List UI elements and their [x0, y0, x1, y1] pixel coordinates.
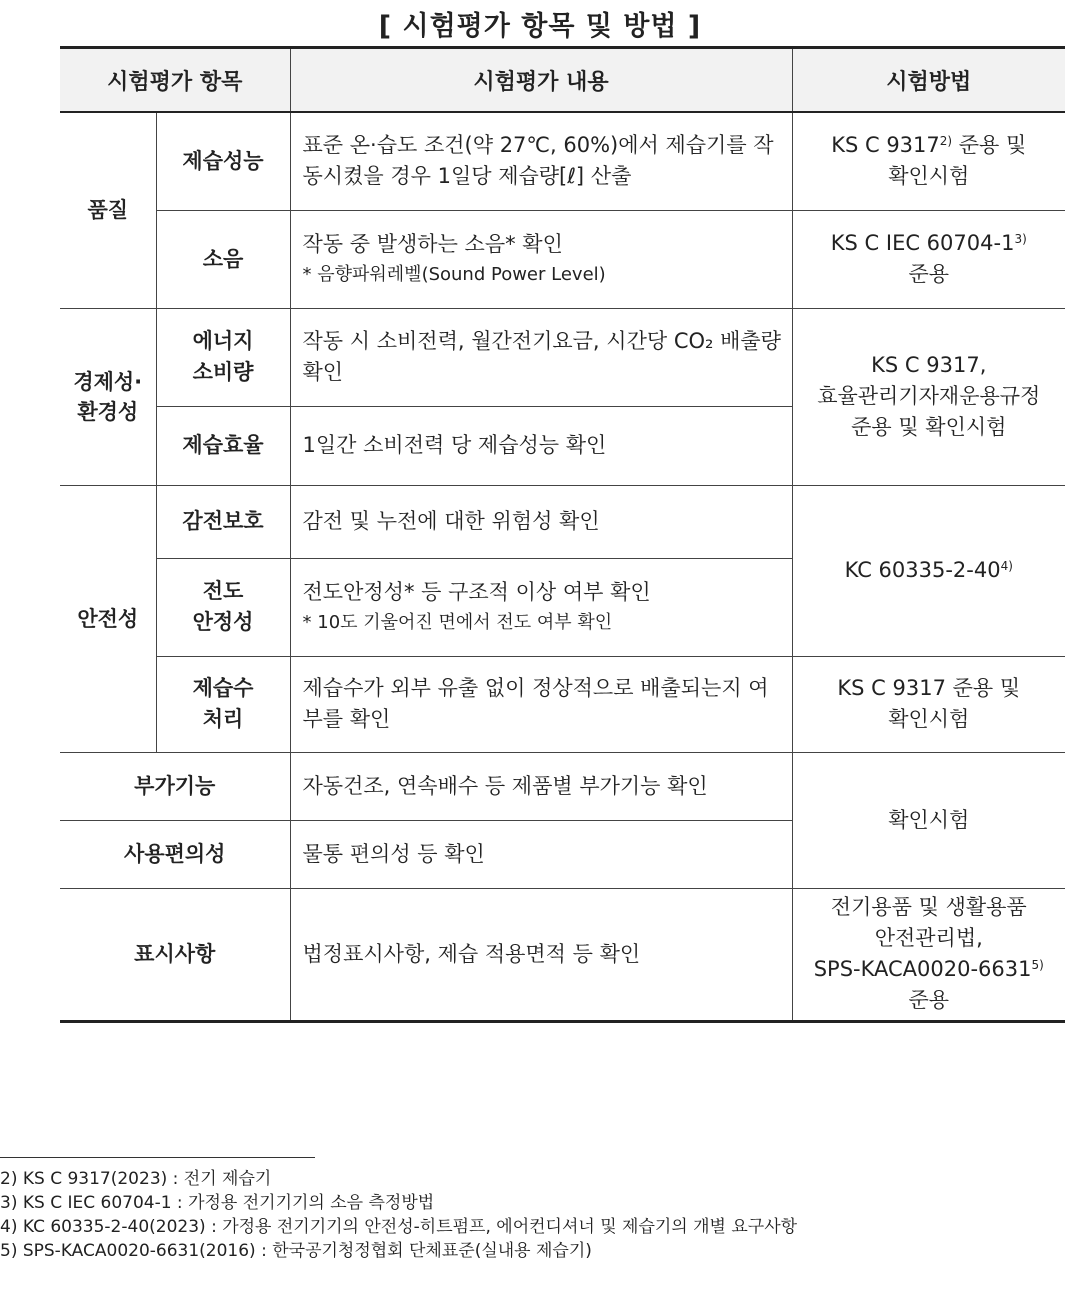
category-text: 경제성· — [73, 369, 143, 394]
footnote-ref: 4) — [1000, 559, 1013, 573]
category-economy — [60, 308, 156, 485]
header-method: 시험방법 — [792, 48, 1065, 113]
sub-item-water — [156, 656, 290, 752]
content-text: 작동 중 발생하는 소음* 확인 — [302, 231, 563, 256]
content-note: * 10도 기울어진 면에서 전도 여부 확인 — [302, 611, 613, 633]
content-efficiency: 1일간 소비전력 당 제습성능 확인 — [290, 406, 792, 485]
method-labeling — [792, 888, 1065, 1021]
sub-item-text: 처리 — [202, 707, 244, 731]
content-convenience: 물통 편의성 등 확인 — [290, 820, 792, 888]
table-row — [60, 888, 1065, 1021]
content-dehumid-perf: 표준 온·습도 조건(약 27℃, 60%)에서 제습기를 작동시켰을 경우 1일당 제습량[ℓ] 산출 — [290, 112, 792, 210]
sub-item-noise: 소음 — [156, 210, 290, 308]
header-item: 시험평가 항목 — [60, 48, 290, 113]
category-text: 환경성 — [77, 399, 139, 424]
table-row — [60, 308, 1065, 406]
method-shock — [792, 485, 1065, 656]
method-text: SPS-KACA0020-6631 — [813, 957, 1032, 981]
method-text: 효율관리기자재운용규정 — [817, 384, 1041, 408]
test-evaluation-table — [60, 46, 1065, 1023]
content-noise — [290, 210, 792, 308]
category-quality: 품질 — [60, 112, 156, 308]
table-row — [60, 210, 1065, 308]
method-text: 안전관리법, — [874, 926, 983, 950]
content-labeling: 법정표시사항, 제습 적용면적 등 확인 — [290, 888, 792, 1021]
method-text: KS C 9317 — [831, 133, 940, 158]
table-row — [60, 752, 1065, 820]
footnote-ref: 5) — [1031, 958, 1044, 972]
header-row — [60, 48, 1065, 113]
footnote-item: 4) KC 60335-2-40(2023) : 가정용 전기기기의 안전성-히트펌프, 에어컨디셔너 및 제습기의 개별 요구사항 — [0, 1217, 798, 1237]
table-row — [60, 112, 1065, 210]
sub-item-energy — [156, 308, 290, 406]
method-text: 전기용품 및 생활용품 — [830, 895, 1027, 919]
page-title: [ 시험평가 항목 및 방법 ] — [378, 11, 702, 42]
content-text: 전도안정성* 등 구조적 이상 여부 확인 — [302, 579, 651, 604]
method-dehumid-perf — [792, 112, 1065, 210]
footnote-ref: 3) — [1014, 232, 1027, 246]
content-tipover — [290, 558, 792, 656]
category-labeling: 표시사항 — [60, 888, 290, 1021]
content-energy: 작동 시 소비전력, 월간전기요금, 시간당 CO₂ 배출량 확인 — [290, 308, 792, 406]
category-safety: 안전성 — [60, 485, 156, 752]
content-extra: 자동건조, 연속배수 등 제품별 부가기능 확인 — [290, 752, 792, 820]
header-content: 시험평가 내용 — [290, 48, 792, 113]
sub-item-text: 제습수 — [192, 676, 254, 700]
method-noise — [792, 210, 1065, 308]
method-text: 준용 — [908, 262, 950, 286]
content-note: * 음향파워레벨(Sound Power Level) — [302, 263, 606, 285]
sub-item-dehumid-perf: 제습성능 — [156, 112, 290, 210]
method-text: KS C IEC 60704-1 — [830, 231, 1015, 255]
sub-item-text: 소비량 — [192, 360, 254, 384]
method-text: 준용 — [908, 988, 950, 1012]
sub-item-efficiency: 제습효율 — [156, 406, 290, 485]
footnote-divider — [0, 1157, 315, 1158]
footnote-item: 3) KS C IEC 60704-1 : 가정용 전기기기의 소음 측정방법 — [0, 1193, 435, 1213]
content-shock: 감전 및 누전에 대한 위험성 확인 — [290, 485, 792, 558]
sub-item-tipover — [156, 558, 290, 656]
method-text: 확인시험 — [888, 164, 970, 189]
sub-item-text: 에너지 — [192, 329, 254, 353]
method-text: KS C 9317 준용 및 — [837, 676, 1021, 700]
table-row — [60, 485, 1065, 558]
method-text: KS C 9317, — [871, 353, 987, 377]
sub-item-text: 안정성 — [192, 610, 254, 634]
footnote-item: 5) SPS-KACA0020-6631(2016) : 한국공기청정협회 단체표준(실내용 제습기) — [0, 1241, 592, 1261]
category-convenience: 사용편의성 — [60, 820, 290, 888]
method-text: KC 60335-2-40 — [844, 558, 1001, 582]
footnotes — [0, 1167, 797, 1263]
table-row — [60, 656, 1065, 752]
sub-item-shock: 감전보호 — [156, 485, 290, 558]
content-water: 제습수가 외부 유출 없이 정상적으로 배출되는지 여부를 확인 — [290, 656, 792, 752]
sub-item-text: 전도 — [202, 579, 244, 603]
method-text: 확인시험 — [888, 707, 970, 731]
method-extra: 확인시험 — [792, 752, 1065, 888]
method-text: 준용 및 — [952, 133, 1027, 158]
method-energy — [792, 308, 1065, 485]
method-text: 준용 및 확인시험 — [851, 415, 1007, 439]
footnote-item: 2) KS C 9317(2023) : 전기 제습기 — [0, 1169, 272, 1189]
footnote-ref: 2) — [939, 134, 953, 149]
method-water — [792, 656, 1065, 752]
category-extra: 부가기능 — [60, 752, 290, 820]
